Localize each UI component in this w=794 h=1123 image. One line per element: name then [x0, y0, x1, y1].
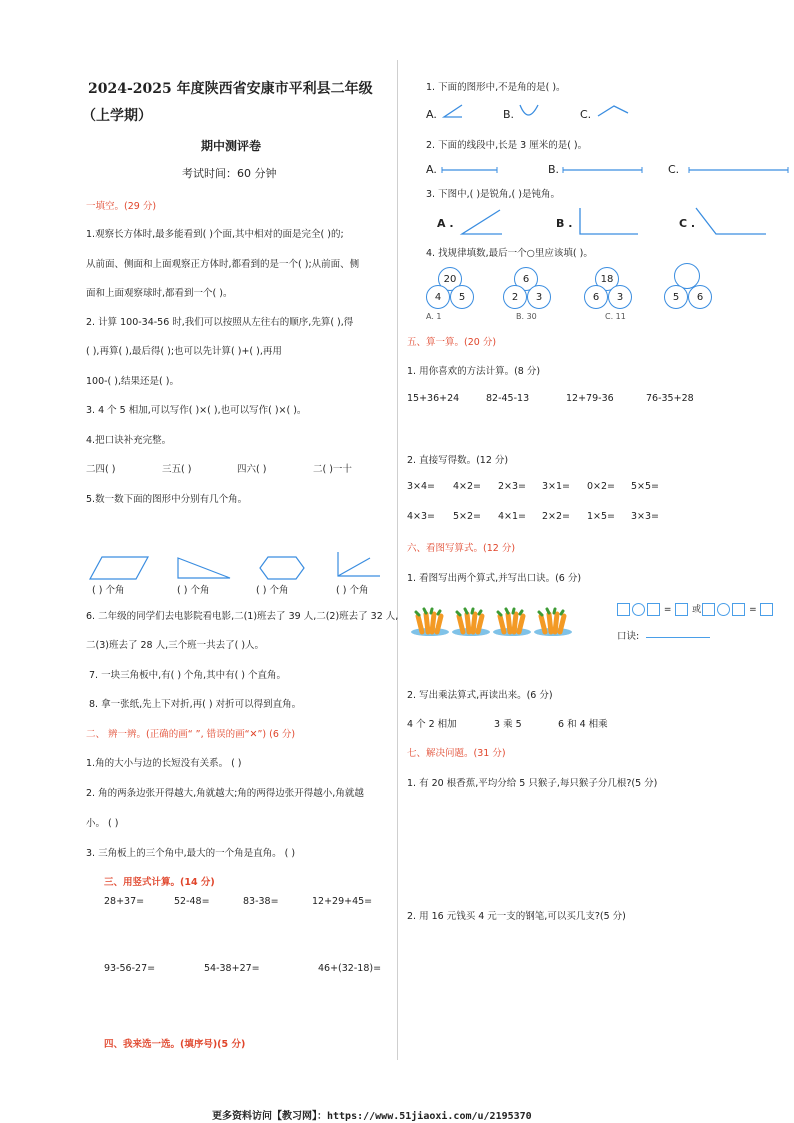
section-2-title: 二、 辨一辨。(正确的画“ ”, 错误的画“✕”) (6 分) — [86, 729, 296, 740]
section-7-title: 七、解决问题。(31 分) — [407, 748, 506, 759]
s3-item-1: 28+37= — [104, 896, 145, 907]
angle-shape — [336, 550, 382, 578]
s5-q2-r2-5: 1×5= — [587, 511, 616, 522]
s4-q2-segment-a — [441, 166, 499, 174]
s2-q2-line2: 小。 ( ) — [86, 818, 119, 829]
pattern-1-top: 20 — [438, 267, 462, 291]
s1-q6-line1: 6. 二年级的同学们去电影院看电影,二(1)班去了 39 人,二(2)班去了 32 人, — [86, 611, 399, 622]
s5-q2-r1-3: 2×3= — [498, 481, 527, 492]
blank-box-3[interactable] — [675, 603, 688, 616]
s1-q4-b: 三五( ) — [162, 464, 192, 475]
pattern-4-right: 6 — [688, 285, 712, 309]
s5-q1-item-1: 15+36+24 — [407, 393, 460, 404]
section-5-title: 五、算一算。(20 分) — [407, 337, 497, 348]
s4-q1: 1. 下面的图形中,不是角的是( )。 — [426, 82, 566, 93]
s5-q2: 2. 直接写得数。(12 分) — [407, 455, 509, 466]
or-word: 或 — [692, 605, 702, 615]
s3-item-5: 93-56-27= — [104, 963, 156, 974]
s4-q4-opt-b: B. 30 — [516, 312, 537, 321]
s4-q2-segment-c — [688, 166, 790, 174]
page-title-line2: （上学期） — [82, 108, 152, 124]
s1-q5-label-2: ( ) 个角 — [177, 585, 210, 596]
pattern-4-left: 5 — [664, 285, 688, 309]
s4-q4-opt-a: A. 1 — [426, 312, 442, 321]
footer-link[interactable]: 更多资料访问【教习网】：https://www.51jiaoxi.com/u/2195370 — [212, 1111, 532, 1122]
section-4-title: 四、我来选一选。(填序号)(5 分) — [104, 1039, 246, 1050]
operator-circle-2[interactable] — [717, 603, 730, 616]
s4-q2-segment-b — [562, 166, 644, 174]
s1-q3: 3. 4 个 5 相加,可以写作( )×( ),也可以写作( )×( )。 — [86, 405, 307, 416]
s1-q1-line3: 面和上面观察球时,都看到一个( )。 — [86, 288, 233, 299]
exam-time: 考试时间：60 分钟 — [182, 167, 277, 180]
s1-q5-label-1: ( ) 个角 — [92, 585, 125, 596]
s4-q1-figure-a — [442, 103, 464, 119]
s2-q1: 1.角的大小与边的长短没有关系。 ( ) — [86, 758, 242, 769]
equals-sign-1: = — [663, 605, 672, 615]
section-6-title: 六、看图写算式。(12 分) — [407, 543, 516, 554]
s5-q2-r1-6: 5×5= — [631, 481, 660, 492]
s4-q3-acute-angle — [460, 208, 504, 236]
s4-q1-opt-c: C. — [580, 108, 592, 121]
s3-item-2: 52-48= — [174, 896, 210, 907]
s4-q1-opt-b: B. — [503, 108, 515, 121]
s5-q2-r2-3: 4×1= — [498, 511, 527, 522]
hexagon-shape — [258, 555, 306, 581]
s1-q7: 7. 一块三角板中,有( ) 个角,其中有( ) 个直角。 — [89, 670, 287, 681]
s5-q2-r2-4: 2×2= — [542, 511, 571, 522]
s5-q2-r1-5: 0×2= — [587, 481, 616, 492]
s1-q8: 8. 拿一张纸,先上下对折,再( ) 对折可以得到直角。 — [89, 699, 302, 710]
s4-q2-opt-b: B. — [548, 163, 560, 176]
pattern-3-right: 3 — [608, 285, 632, 309]
s5-q2-r2-1: 4×3= — [407, 511, 436, 522]
s5-q2-r2-6: 3×3= — [631, 511, 660, 522]
equation-boxes — [616, 602, 774, 616]
operator-circle-1[interactable] — [632, 603, 645, 616]
s2-q3: 3. 三角板上的三个角中,最大的一个角是直角。 ( ) — [86, 848, 296, 859]
s6-q2: 2. 写出乘法算式,再读出来。(6 分) — [407, 690, 553, 701]
blank-box-5[interactable] — [732, 603, 745, 616]
s1-q4: 4.把口诀补充完整。 — [86, 435, 172, 446]
s6-q2-item-1: 4 个 2 相加 — [407, 719, 457, 730]
s4-q3-obtuse-angle — [694, 206, 768, 236]
s1-q1-line1: 1.观察长方体时,最多能看到( )个面,其中相对的面是完全( )的; — [86, 229, 344, 240]
s4-q2: 2. 下面的线段中,长是 3 厘米的是( )。 — [426, 140, 588, 151]
pattern-1-left: 4 — [426, 285, 450, 309]
s1-q2-line3: 100-( ),结果还是( )。 — [86, 376, 179, 387]
s4-q3-opt-c: C . — [679, 217, 696, 230]
s4-q4: 4. 找规律填数,最后一个○里应该填( )。 — [426, 248, 593, 259]
s4-q3-opt-a: A . — [437, 217, 454, 230]
s4-q3-opt-b: B . — [556, 217, 573, 230]
pattern-3-left: 6 — [584, 285, 608, 309]
s4-q1-figure-c — [596, 104, 630, 118]
pattern-1-right: 5 — [450, 285, 474, 309]
s1-q1-line2: 从前面、侧面和上面观察正方体时,都看到的是一个( );从前面、侧 — [86, 259, 360, 270]
section-1-title: 一填空。(29 分) — [86, 201, 157, 212]
s3-item-7: 46+(32-18)= — [318, 963, 382, 974]
s4-q3: 3. 下图中,( )是锐角,( )是钝角。 — [426, 189, 560, 200]
s1-q4-d: 二( )一十 — [313, 464, 352, 475]
s4-q2-opt-c: C. — [668, 163, 680, 176]
s1-q5: 5.数一数下面的图形中分别有几个角。 — [86, 494, 248, 505]
s4-q4-opt-c: C. 11 — [605, 312, 626, 321]
s7-q1: 1. 有 20 根香蕉,平均分给 5 只猴子,每只猴子分几根?(5 分) — [407, 778, 658, 789]
s5-q1-item-3: 12+79-36 — [566, 393, 614, 404]
s4-q1-figure-b — [518, 103, 540, 119]
blank-box-4[interactable] — [702, 603, 715, 616]
s3-item-4: 12+29+45= — [312, 896, 373, 907]
s5-q2-r1-1: 3×4= — [407, 481, 436, 492]
parallelogram-shape — [90, 555, 150, 581]
koujue-answer-line[interactable] — [646, 637, 710, 638]
s4-q3-right-angle — [578, 206, 640, 236]
s1-q5-label-4: ( ) 个角 — [336, 585, 369, 596]
koujue-label: 口诀: — [617, 631, 640, 642]
s4-q2-opt-a: A. — [426, 163, 437, 176]
section-3-title: 三、用竖式计算。(14 分) — [104, 877, 215, 888]
pattern-3-top: 18 — [595, 267, 619, 291]
s6-q1: 1. 看图写出两个算式,并写出口诀。(6 分) — [407, 573, 582, 584]
s5-q1: 1. 用你喜欢的方法计算。(8 分) — [407, 366, 541, 377]
s1-q4-c: 四六( ) — [237, 464, 267, 475]
s2-q2-line1: 2. 角的两条边张开得越大,角就越大;角的两得边张开得越小,角就越 — [86, 788, 364, 799]
s5-q2-r2-2: 5×2= — [453, 511, 482, 522]
exam-name: 期中测评卷 — [201, 139, 262, 153]
column-divider — [397, 60, 398, 1060]
s1-q2-line2: ( ),再算( ),最后得( );也可以先计算( )+( ),再用 — [86, 346, 282, 357]
s4-q1-opt-a: A. — [426, 108, 437, 121]
blank-box-2[interactable] — [647, 603, 660, 616]
blank-box-1[interactable] — [617, 603, 630, 616]
pattern-2-left: 2 — [503, 285, 527, 309]
s6-q2-item-2: 3 乘 5 — [494, 719, 522, 730]
s5-q2-r1-2: 4×2= — [453, 481, 482, 492]
s7-q2: 2. 用 16 元钱买 4 元一支的钢笔,可以买几支?(5 分) — [407, 911, 626, 922]
s1-q2-line1: 2. 计算 100-34-56 时,我们可以按照从左往右的顺序,先算( ),得 — [86, 317, 354, 328]
page-title-line1: 2024-2025 年度陕西省安康市平利县二年级 — [88, 81, 373, 97]
pattern-2-right: 3 — [527, 285, 551, 309]
s6-q2-item-3: 6 和 4 相乘 — [558, 719, 608, 730]
blank-box-6[interactable] — [760, 603, 773, 616]
equals-sign-2: = — [749, 605, 757, 615]
s5-q2-r1-4: 3×1= — [542, 481, 571, 492]
s3-item-3: 83-38= — [243, 896, 279, 907]
pattern-2-top: 6 — [514, 267, 538, 291]
s5-q1-item-2: 82-45-13 — [486, 393, 530, 404]
s5-q1-item-4: 76-35+28 — [646, 393, 694, 404]
s1-q6-line2: 二(3)班去了 28 人,三个班一共去了( )人。 — [86, 640, 265, 651]
s1-q5-label-3: ( ) 个角 — [256, 585, 289, 596]
carrot-plates-image — [410, 604, 570, 638]
s1-q4-a: 二四( ) — [86, 464, 116, 475]
triangle-shape — [176, 556, 232, 580]
s3-item-6: 54-38+27= — [204, 963, 260, 974]
